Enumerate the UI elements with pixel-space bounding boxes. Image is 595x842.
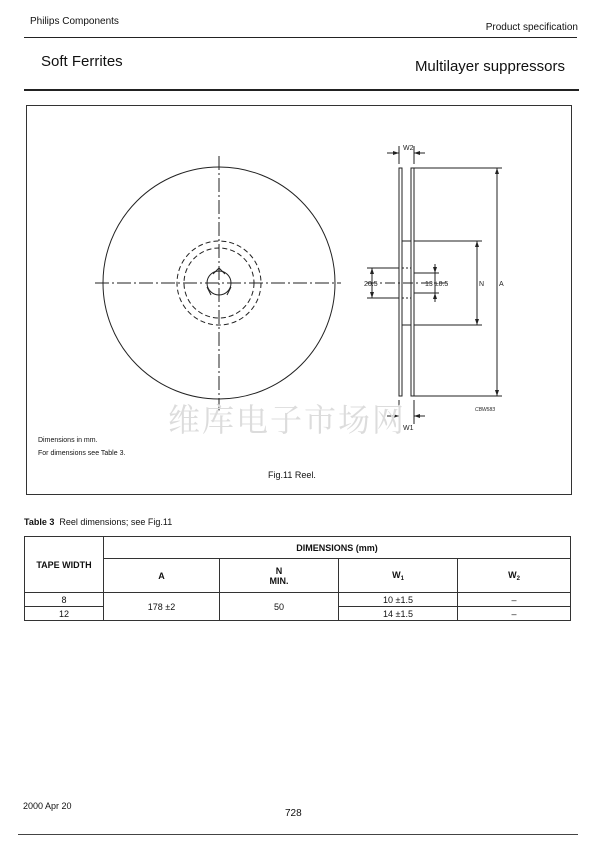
col-header-n — [220, 559, 339, 593]
footer-divider — [18, 834, 578, 835]
footer-date: 2000 Apr 20 — [23, 801, 72, 811]
document-type: Product specification — [485, 22, 578, 33]
cell-tape: 8 — [25, 593, 104, 607]
col-header-n-label: N — [275, 565, 283, 576]
table-reference-note: For dimensions see Table 3. — [38, 450, 126, 457]
dimension-note: Dimensions in mm. — [38, 437, 98, 444]
table-title: Reel dimensions; see Fig.11 — [59, 517, 173, 527]
reel-dimensions-table — [24, 536, 571, 621]
reel-flange-left — [399, 168, 402, 396]
figure-caption: Fig.11 Reel. — [268, 470, 316, 480]
label-a: A — [499, 281, 504, 288]
company-name: Philips Components — [30, 16, 119, 27]
drawing-code: CBW583 — [475, 407, 496, 413]
col-header-tape-width: TAPE WIDTH — [25, 537, 104, 593]
col-header-a: A — [104, 559, 220, 593]
watermark: 维库电子市场网 — [168, 401, 407, 439]
label-w1: W1 — [403, 425, 414, 432]
table-row — [25, 593, 571, 607]
table-caption — [24, 517, 172, 527]
label-13: 13 ±0.5 — [425, 281, 449, 288]
label-n: N — [479, 281, 485, 288]
col-header-n-min: MIN. — [269, 575, 289, 586]
product-category-title: Soft Ferrites — [41, 53, 123, 70]
label-20-5: 20.5 — [364, 281, 378, 288]
label-w2: W2 — [403, 145, 414, 152]
page-number: 728 — [285, 808, 302, 819]
cell-w1: 10 ±1.5 — [339, 593, 458, 607]
cell-w2: – — [458, 593, 571, 607]
title-divider — [24, 89, 579, 91]
header-divider — [24, 37, 577, 38]
reel-flange-right — [411, 168, 414, 396]
cell-a: 178 ±2 — [104, 593, 220, 621]
table-number: Table 3 — [24, 517, 55, 527]
cell-w1: 14 ±1.5 — [339, 607, 458, 621]
product-title: Multilayer suppressors — [414, 58, 565, 75]
cell-w2: – — [458, 607, 571, 621]
col-header-w2: $W_2$ — [458, 559, 571, 593]
col-header-w1: $W_1$ — [339, 559, 458, 593]
cell-n: 50 — [220, 593, 339, 621]
cell-tape: 12 — [25, 607, 104, 621]
col-header-dimensions: DIMENSIONS (mm) — [104, 537, 571, 559]
